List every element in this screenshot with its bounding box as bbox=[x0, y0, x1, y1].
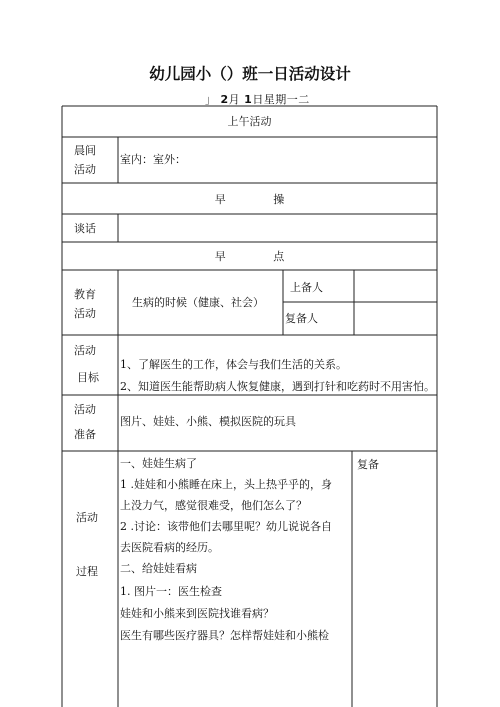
date-day: 1 bbox=[244, 93, 253, 106]
morning-activity-label-line1: 晨间 bbox=[74, 144, 96, 157]
process-line: 二、给娃娃看病 bbox=[120, 562, 197, 575]
process-line: 上没力气，感觉很难受，他们怎么了？ bbox=[120, 499, 307, 512]
goal-label-line2: 目标 bbox=[77, 371, 99, 384]
morning-activity-label-line2: 活动 bbox=[74, 163, 96, 176]
date-prefix: 」 bbox=[205, 93, 217, 106]
process-line: 娃娃和小熊来到医院找谁看病？ bbox=[120, 607, 274, 620]
prep-label-line2: 准备 bbox=[74, 428, 96, 441]
date-month: 2 bbox=[220, 93, 229, 106]
exercise-row: 早 操 bbox=[214, 193, 307, 206]
talk-label: 谈话 bbox=[74, 222, 96, 235]
prep-value: 图片、娃娃、小熊、模拟医院的玩具 bbox=[120, 415, 296, 428]
process-line: 2 .讨论：该带他们去哪里呢？幼儿说说各自 bbox=[120, 520, 332, 533]
snack-row: 早 点 bbox=[214, 250, 307, 263]
process-label-line1: 活动 bbox=[76, 511, 98, 524]
goal-item-1: 1、了解医生的工作，体会与我们生活的关系。 bbox=[120, 358, 347, 371]
process-line: 1 .娃娃和小熊睡在床上，头上热乎乎的，身 bbox=[120, 478, 332, 491]
prep-label-line1: 活动 bbox=[74, 403, 96, 416]
reviewer-label: 复备人 bbox=[285, 312, 318, 325]
education-label-line2: 活动 bbox=[74, 307, 96, 320]
goal-item-2: 2、知道医生能帮助病人恢复健康，遇到打针和吃药时不用害怕。 bbox=[120, 380, 435, 393]
process-line: 去医院看病的经历。 bbox=[120, 541, 219, 554]
process-line: 一、娃娃生病了 bbox=[120, 457, 197, 470]
process-label-line2: 过程 bbox=[76, 565, 98, 578]
process-line: 医生有哪些医疗器具？怎样帮娃娃和小熊检 bbox=[120, 629, 329, 642]
goal-label-line1: 活动 bbox=[74, 344, 96, 357]
process-line: 1. 图片一：医生检查 bbox=[120, 585, 222, 598]
education-label-line1: 教育 bbox=[74, 288, 96, 301]
date-month-suffix: 月 bbox=[228, 93, 241, 106]
date-day-suffix: 日星期一二 bbox=[252, 93, 310, 106]
education-activity-value: 生病的时候（健康、社会） bbox=[132, 296, 264, 309]
preparer-label: 上备人 bbox=[290, 281, 323, 294]
morning-activity-value: 室内：室外： bbox=[120, 153, 186, 166]
document-title: 幼儿园小（）班一日活动设计 bbox=[149, 65, 351, 83]
review-label: 复备 bbox=[357, 458, 379, 471]
morning-header: 上午活动 bbox=[227, 115, 272, 128]
